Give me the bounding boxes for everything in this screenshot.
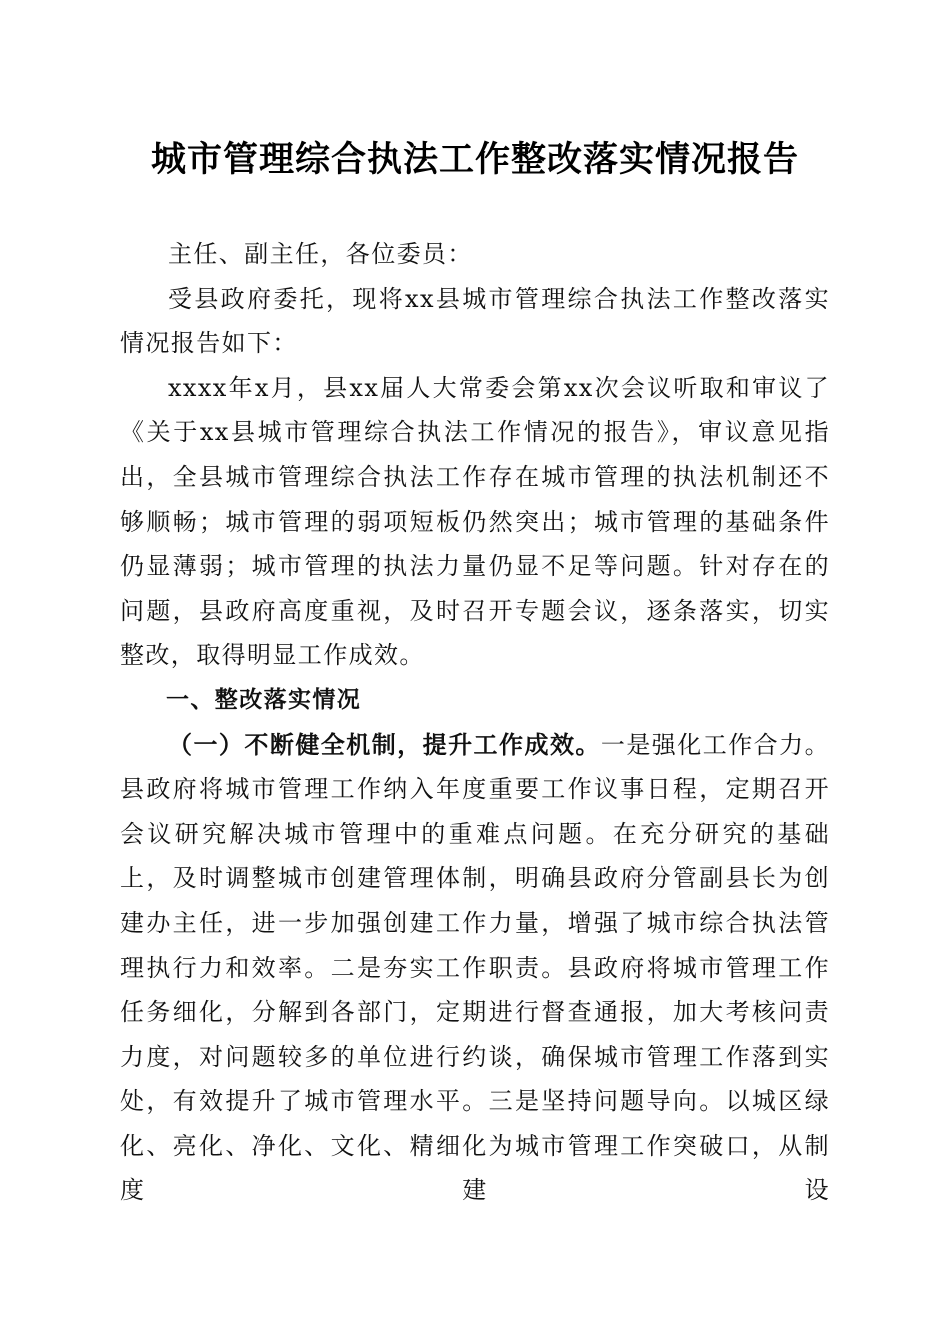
section-heading: 一、整改落实情况 xyxy=(166,686,362,713)
salutation: 主任、副主任，各位委员： xyxy=(168,240,473,268)
intro-paragraph: 受县政府委托，现将xx县城市管理综合执法工作整改落实情况报告如下： xyxy=(120,284,830,358)
subsection-paragraph xyxy=(120,723,830,1214)
subsection-lead: （一）不断健全机制，提升工作成效。 xyxy=(168,730,601,759)
document-title: 城市管理综合执法工作整改落实情况报告 xyxy=(150,139,799,180)
subsection-body: 一是强化工作合力。县政府将城市管理工作纳入年度重要工作议事日程，定期召开会议研究解决城市管理中的重难点问题。在充分研究的基础上，及时调整城市创建管理体制，明确县政府分管副县长为创建办主任，进一步加强创建工作力量，增强了城市综合执法管理执行力和效率。二是夯实工作职责。县政府将城市管理工作任务细化，分解到各部门，定期进行督查通报，加大考核问责力度，对问题较多的单位进行约谈，确保城市管理工作落到实处，有效提升了城市管理水平。三是坚持问题导向。以城区绿化、亮化、净化、文化、精细化为城市管理工作突破口，从制度建设 xyxy=(120,730,830,1205)
document-body xyxy=(120,232,830,1213)
background-paragraph: xxxx年x月，县xx届人大常委会第xx次会议听取和审议了《关于xx县城市管理综合执法工作情况的报告》，审议意见指出，全县城市管理综合执法工作存在城市管理的执法机制还不够顺畅；城市管理的弱项短板仍然突出；城市管理的基础条件仍显薄弱；城市管理的执法力量仍显不足等问题。针对存在的问题，县政府高度重视，及时召开专题会议，逐条落实，切实整改，取得明显工作成效。 xyxy=(120,373,830,670)
